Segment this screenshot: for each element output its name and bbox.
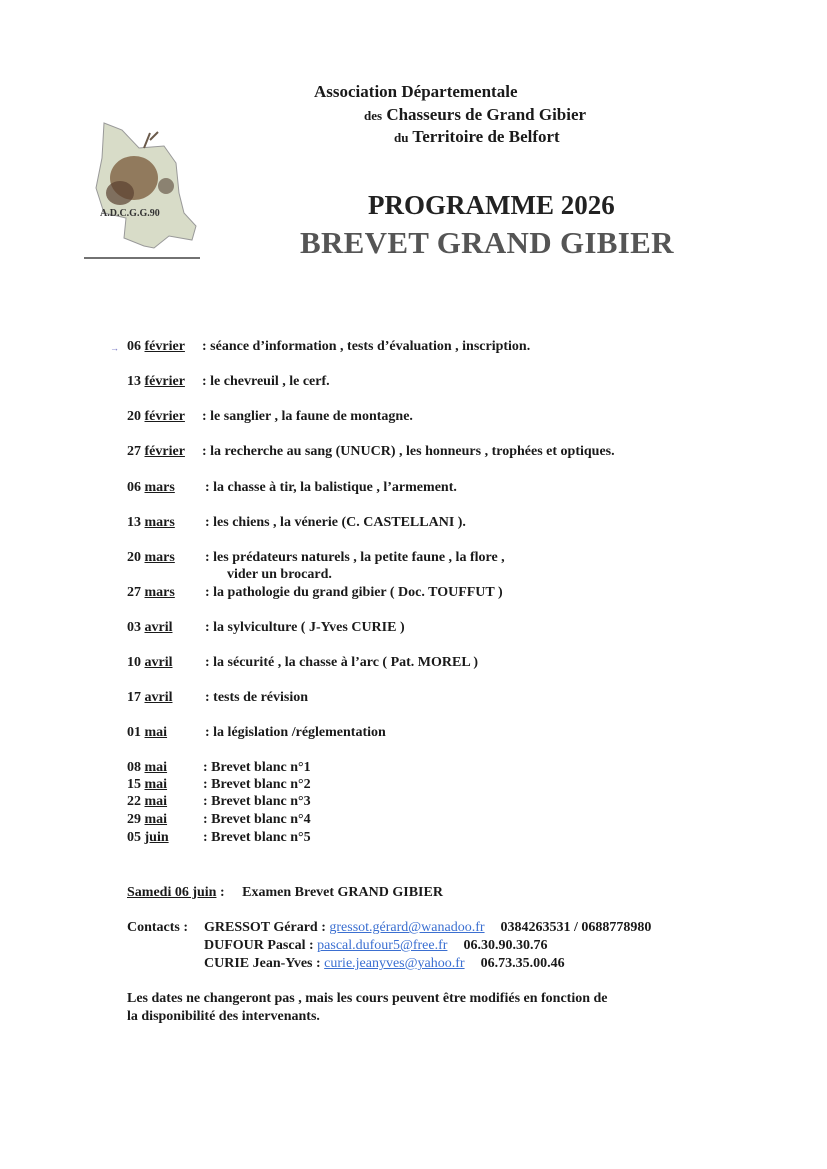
exam-date: Samedi 06 juin [127,885,217,900]
session-topic: : les chiens , la vénerie (C. CASTELLANI ). [205,515,466,530]
exam-text: Examen Brevet GRAND GIBIER [242,885,443,900]
prefix: des [364,108,383,123]
session-date [127,725,205,741]
contact-name: CURIE Jean-Yves : [204,956,321,971]
session-topic: : Brevet blanc n°5 [203,830,311,845]
session-month: mars [144,515,175,530]
programme-title: PROGRAMME 2026 [368,190,615,220]
schedule-row [127,480,457,496]
session-day: 03 [127,620,141,635]
session-day: 17 [127,690,141,705]
session-topic: : Brevet blanc n°4 [203,812,311,827]
session-topic: : la sylviculture ( J-Yves CURIE ) [205,620,405,635]
arrow-mark-icon: → [110,343,119,353]
session-date [127,444,205,460]
session-date [127,760,205,776]
session-date [127,830,205,846]
schedule-row [127,812,311,828]
session-month: avril [144,690,173,705]
session-topic: : Brevet blanc n°2 [203,777,311,792]
session-day: 01 [127,725,141,740]
session-date [127,620,205,636]
session-month: mai [144,794,168,809]
schedule-row [127,620,405,636]
schedule-row [127,515,466,531]
brevet-title: BREVET GRAND GIBIER [300,225,674,260]
session-month: mai [144,777,168,792]
session-month: avril [144,620,173,635]
session-month: février [144,409,185,424]
session-month: mars [144,585,175,600]
session-month: mai [144,725,168,740]
schedule-row [127,794,311,810]
session-day: 13 [127,374,141,389]
schedule-row [127,444,615,460]
session-topic: : la sécurité , la chasse à l’arc ( Pat. MOREL ) [205,655,479,670]
session-topic: : Brevet blanc n°3 [203,794,311,809]
contact-phone: 06.30.90.30.76 [463,938,548,953]
schedule-row [127,830,311,846]
session-month: février [144,374,185,389]
session-topic: : le sanglier , la faune de montagne. [202,409,413,424]
session-day: 06 [127,480,141,495]
logo-map-icon [84,118,204,263]
contact-row [204,956,565,972]
subtitle-text: Chasseurs de Grand Gibier [386,105,587,124]
session-date [127,777,205,793]
session-day: 22 [127,794,141,809]
session-day: 10 [127,655,141,670]
session-topic: : la pathologie du grand gibier ( Doc. TOUFFUT ) [205,585,503,600]
association-name: Association Départementale [314,82,518,101]
exam-sep: : [219,885,225,900]
session-date [127,794,205,810]
session-month: mai [144,760,168,775]
session-topic: : la recherche au sang (UNUCR) , les honneurs , trophées et optiques. [202,444,615,459]
schedule-row [127,374,330,390]
session-month: mars [144,550,175,565]
schedule-row [127,760,311,776]
session-topic: : la chasse à tir, la balistique , l’armement. [205,480,457,495]
session-month: février [144,444,185,459]
session-topic: : les prédateurs naturels , la petite faune , la flore , [205,550,505,565]
note-line1: Les dates ne changeront pas , mais les cours peuvent être modifiés en fonction de [127,991,608,1006]
session-day: 06 [127,339,141,354]
contacts-label: Contacts : [127,920,189,935]
session-date [127,374,205,390]
session-date [127,515,205,531]
schedule-row [127,409,413,425]
association-subtitle [364,105,586,125]
session-date [127,812,205,828]
schedule-row [127,725,386,741]
session-day: 20 [127,409,141,424]
schedule-row [127,585,503,601]
session-day: 20 [127,550,141,565]
session-day: 27 [127,585,141,600]
session-month: avril [144,655,173,670]
session-date [127,339,205,355]
contact-phone: 0384263531 / 0688778980 [500,920,652,935]
session-day: 13 [127,515,141,530]
schedule-row [127,777,311,793]
session-topic: : la législation /réglementation [205,725,386,740]
session-day: 15 [127,777,141,792]
schedule-row [127,690,309,706]
session-topic: : Brevet blanc n°1 [203,760,311,775]
session-topic: : le chevreuil , le cerf. [202,374,330,389]
session-date [127,655,205,671]
contact-email-link[interactable]: pascal.dufour5@free.fr [317,938,448,953]
logo [84,118,204,263]
session-day: 27 [127,444,141,459]
session-date [127,409,205,425]
session-month: mai [144,812,168,827]
exam-line [127,885,443,901]
contact-name: DUFOUR Pascal : [204,938,314,953]
session-topic: : tests de révision [205,690,309,705]
schedule-row [127,655,479,671]
logo-text: A.D.C.G.G.90 [100,208,160,219]
session-month: février [144,339,185,354]
session-day: 29 [127,812,141,827]
schedule-row [127,550,505,582]
contact-row [204,920,651,936]
prefix: du [394,130,409,145]
session-topic-continued: vider un brocard. [227,567,332,582]
session-day: 05 [127,830,141,845]
session-date [127,585,205,601]
territory-text: Territoire de Belfort [412,127,560,146]
session-date [127,550,205,566]
contact-row [204,938,547,954]
contact-email-link[interactable]: gressot.gérard@wanadoo.fr [329,920,485,935]
session-day: 08 [127,760,141,775]
session-month: mars [144,480,175,495]
contact-phone: 06.73.35.00.46 [480,956,565,971]
note-line2: la disponibilité des intervenants. [127,1009,320,1024]
contact-name: GRESSOT Gérard : [204,920,326,935]
session-topic: : séance d’information , tests d’évaluation , inscription. [202,339,531,354]
association-territory [394,127,560,147]
contact-email-link[interactable]: curie.jeanyves@yahoo.fr [324,956,465,971]
schedule-row [127,339,531,355]
session-date [127,690,205,706]
session-month: juin [144,830,169,845]
session-date [127,480,205,496]
